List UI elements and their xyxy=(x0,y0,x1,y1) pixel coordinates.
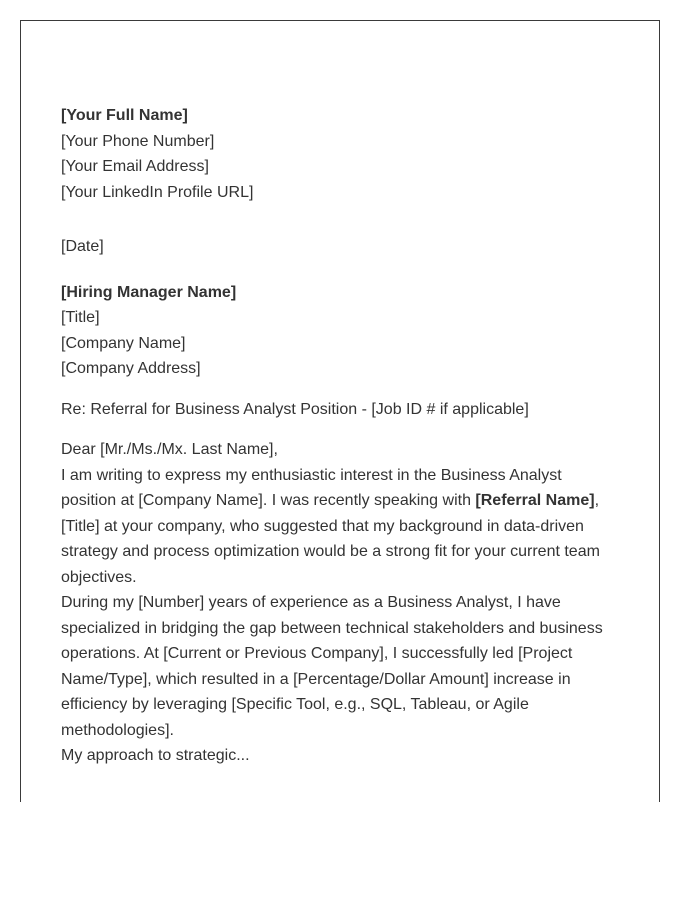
date-block xyxy=(61,234,621,260)
letter-page xyxy=(20,20,660,802)
recipient-name: [Hiring Manager Name] xyxy=(61,283,237,301)
subject-block xyxy=(61,397,621,423)
body-paragraph-1 xyxy=(61,463,621,591)
sender-block xyxy=(61,103,621,205)
body-paragraph-3: My approach to strategic... xyxy=(61,747,250,764)
recipient-title: [Title] xyxy=(61,309,100,326)
sender-phone: [Your Phone Number] xyxy=(61,132,215,150)
recipient-address: [Company Address] xyxy=(61,360,201,377)
recipient-block xyxy=(61,280,621,382)
salutation-block xyxy=(61,437,621,463)
sender-email: [Your Email Address] xyxy=(61,158,209,175)
body-paragraph-2: During my [Number] years of experience as a Business Analyst, I have specialized in bridging the gap between technical stakeholders and business operations. At [Current or Previous Company], I successfully led [Project Name/Type], which resulted in a [Percentage/Dollar Amount] increase in efficiency by leveraging [Specific Tool, e.g., SQL, Tableau, or Agile methodologies]. xyxy=(61,594,603,739)
letter-date: [Date] xyxy=(61,238,104,255)
subject-line: Re: Referral for Business Analyst Position - [Job ID # if applicable] xyxy=(61,400,529,418)
sender-linkedin: [Your LinkedIn Profile URL] xyxy=(61,183,254,201)
sender-name: [Your Full Name] xyxy=(61,107,188,124)
referral-name: [Referral Name] xyxy=(475,492,595,509)
letter-content xyxy=(61,103,621,769)
salutation: Dear [Mr./Ms./Mx. Last Name], xyxy=(61,441,278,458)
paragraph-1-after: , [Title] at your company, who suggested that my background in data-driven strategy and process optimization would be a strong fit for your current team objectives. xyxy=(61,492,600,586)
paragraph-1-before: I am writing to express my enthusiastic interest in the Business Analyst position at [Company Name]. I was recently speaking with xyxy=(61,466,562,509)
recipient-company: [Company Name] xyxy=(61,334,186,352)
